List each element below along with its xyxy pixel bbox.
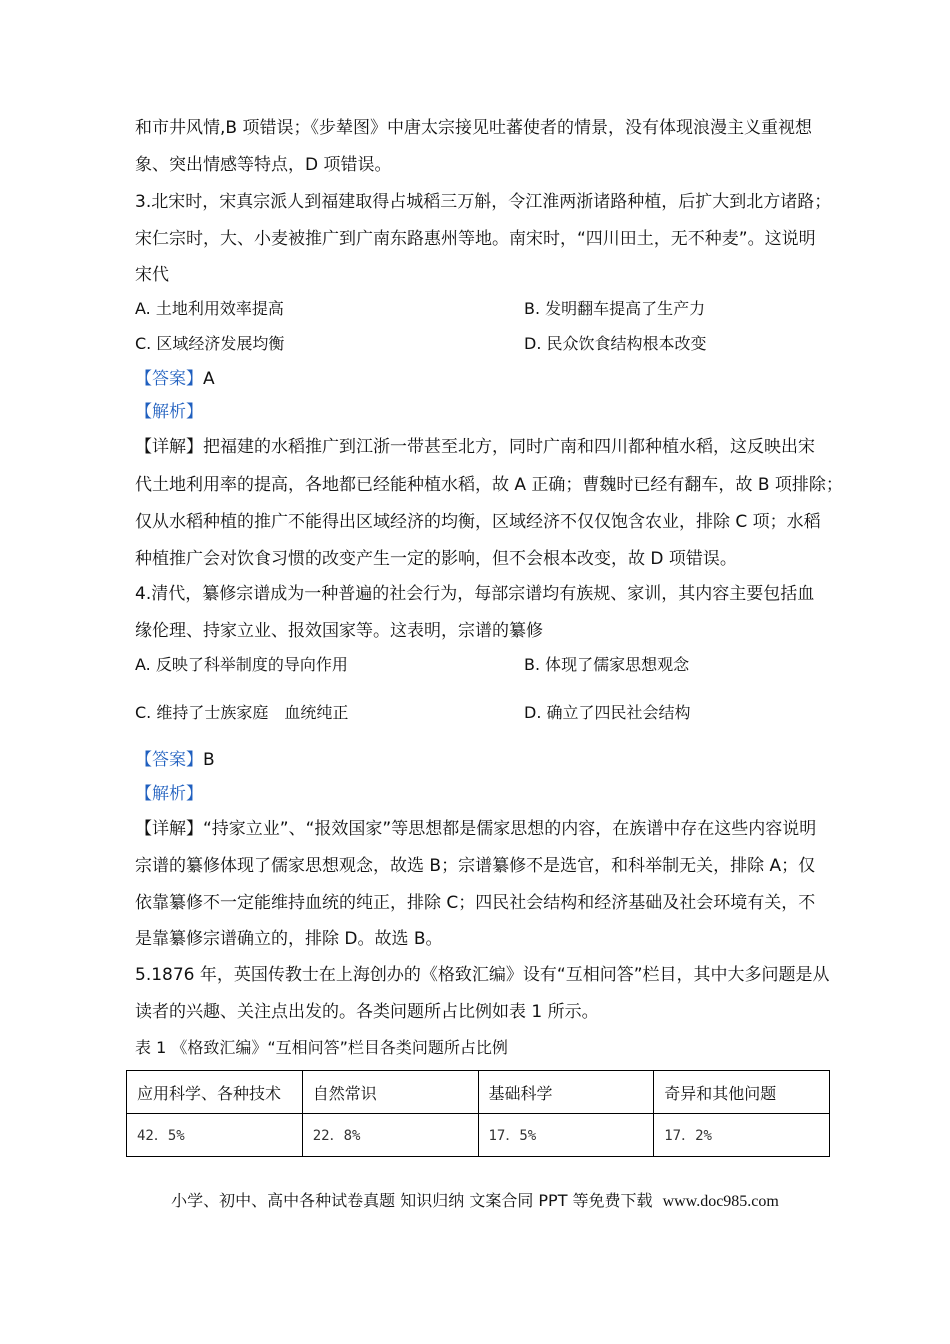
q4-stem-line-2: 缘伦理、持家立业、报效国家等。这表明，宗谱的纂修	[135, 621, 543, 641]
q4-detail-line-4: 是靠纂修宗谱确立的，排除 D。故选 B。	[135, 929, 443, 949]
q3-answer-tag: 【答案】	[135, 369, 203, 389]
question-ratio-table	[126, 1070, 830, 1157]
q3-stem-line-2: 宋仁宗时，大、小麦被推广到广南东路惠州等地。南宋时，“四川田土，无不种麦”。这说明	[135, 229, 816, 249]
q4-answer-value: B	[203, 750, 215, 770]
q5-stem-line-1: 5.1876 年，英国传教士在上海创办的《格致汇编》设有“互相问答”栏目，其中大多问题是从	[135, 965, 830, 985]
table-header-row	[127, 1071, 830, 1114]
intro-line-2: 象、突出情感等特点，D 项错误。	[135, 155, 392, 175]
q3-stem-line-1: 3.北宋时，宋真宗派人到福建取得占城稻三万斛，令江淮两浙诸路种植，后扩大到北方诸路；	[135, 192, 832, 212]
q4-option-b: B. 体现了儒家思想观念	[524, 655, 690, 674]
q3-answer	[135, 368, 215, 390]
page-footer	[0, 1190, 950, 1213]
footer-url[interactable]: www.doc985.com	[662, 1193, 779, 1210]
header-natural-knowledge: 自然常识	[302, 1071, 478, 1114]
q4-option-d: D. 确立了四民社会结构	[524, 703, 691, 722]
q4-answer-tag: 【答案】	[135, 750, 203, 770]
q4-detail-line-3: 依靠纂修不一定能维持血统的纯正，排除 C；四民社会结构和经济基础及社会环境有关，不	[135, 893, 816, 913]
header-applied-science: 应用科学、各种技术	[127, 1071, 303, 1114]
value-applied-science: 42．5%	[127, 1114, 303, 1157]
q3-detail-line-4: 种植推广会对饮食习惯的改变产生一定的影响，但不会根本改变，故 D 项错误。	[135, 549, 737, 569]
q3-analysis	[135, 401, 203, 423]
q3-option-d: D. 民众饮食结构根本改变	[524, 334, 707, 353]
table-caption: 表 1 《格致汇编》“互相问答”栏目各类问题所占比例	[135, 1038, 508, 1057]
q3-detail-line-2: 代土地利用率的提高，各地都已经能种植水稻，故 A 正确；曹魏时已经有翻车，故 B 项排除；	[135, 475, 843, 495]
table-value-row	[127, 1114, 830, 1157]
intro-line-1: 和市井风情,B 项错误；《步辇图》中唐太宗接见吐蕃使者的情景，没有体现浪漫主义重视想	[135, 118, 812, 138]
q3-answer-value: A	[203, 369, 215, 389]
footer-text: 小学、初中、高中各种试卷真题 知识归纳 文案合同 PPT 等免费下载	[171, 1191, 653, 1210]
header-odd-and-other: 奇异和其他问题	[654, 1071, 830, 1114]
q4-option-c: C. 维持了士族家庭 血统纯正	[135, 703, 349, 722]
q4-stem-line-1: 4.清代，纂修宗谱成为一种普遍的社会行为，每部宗谱均有族规、家训，其内容主要包括血	[135, 584, 815, 604]
q3-detail-line-3: 仅从水稻种植的推广不能得出区域经济的均衡，区域经济不仅仅饱含农业，排除 C 项；水稻	[135, 512, 821, 532]
q4-analysis-tag: 【解析】	[135, 784, 203, 804]
value-odd-and-other: 17．2%	[654, 1114, 830, 1157]
q3-analysis-tag: 【解析】	[135, 402, 203, 422]
header-basic-science: 基础科学	[478, 1071, 654, 1114]
q3-option-c: C. 区域经济发展均衡	[135, 334, 285, 353]
value-basic-science: 17．5%	[478, 1114, 654, 1157]
q4-option-a: A. 反映了科举制度的导向作用	[135, 655, 348, 674]
q5-stem-line-2: 读者的兴趣、关注点出发的。各类问题所占比例如表 1 所示。	[135, 1002, 599, 1022]
value-natural-knowledge: 22．8%	[302, 1114, 478, 1157]
q3-option-a: A. 土地利用效率提高	[135, 299, 284, 318]
q4-analysis	[135, 783, 203, 805]
q4-detail-line-2: 宗谱的纂修体现了儒家思想观念，故选 B；宗谱纂修不是选官，和科举制无关，排除 A；仅	[135, 856, 816, 876]
q4-detail-line-1: 【详解】“持家立业”、“报效国家”等思想都是儒家思想的内容，在族谱中存在这些内容说明	[135, 819, 817, 839]
q3-detail-line-1: 【详解】把福建的水稻推广到江浙一带甚至北方，同时广南和四川都种植水稻，这反映出宋	[135, 437, 815, 457]
q3-option-b: B. 发明翻车提高了生产力	[524, 299, 706, 318]
q4-answer	[135, 749, 215, 771]
q3-stem-line-3: 宋代	[135, 265, 169, 285]
